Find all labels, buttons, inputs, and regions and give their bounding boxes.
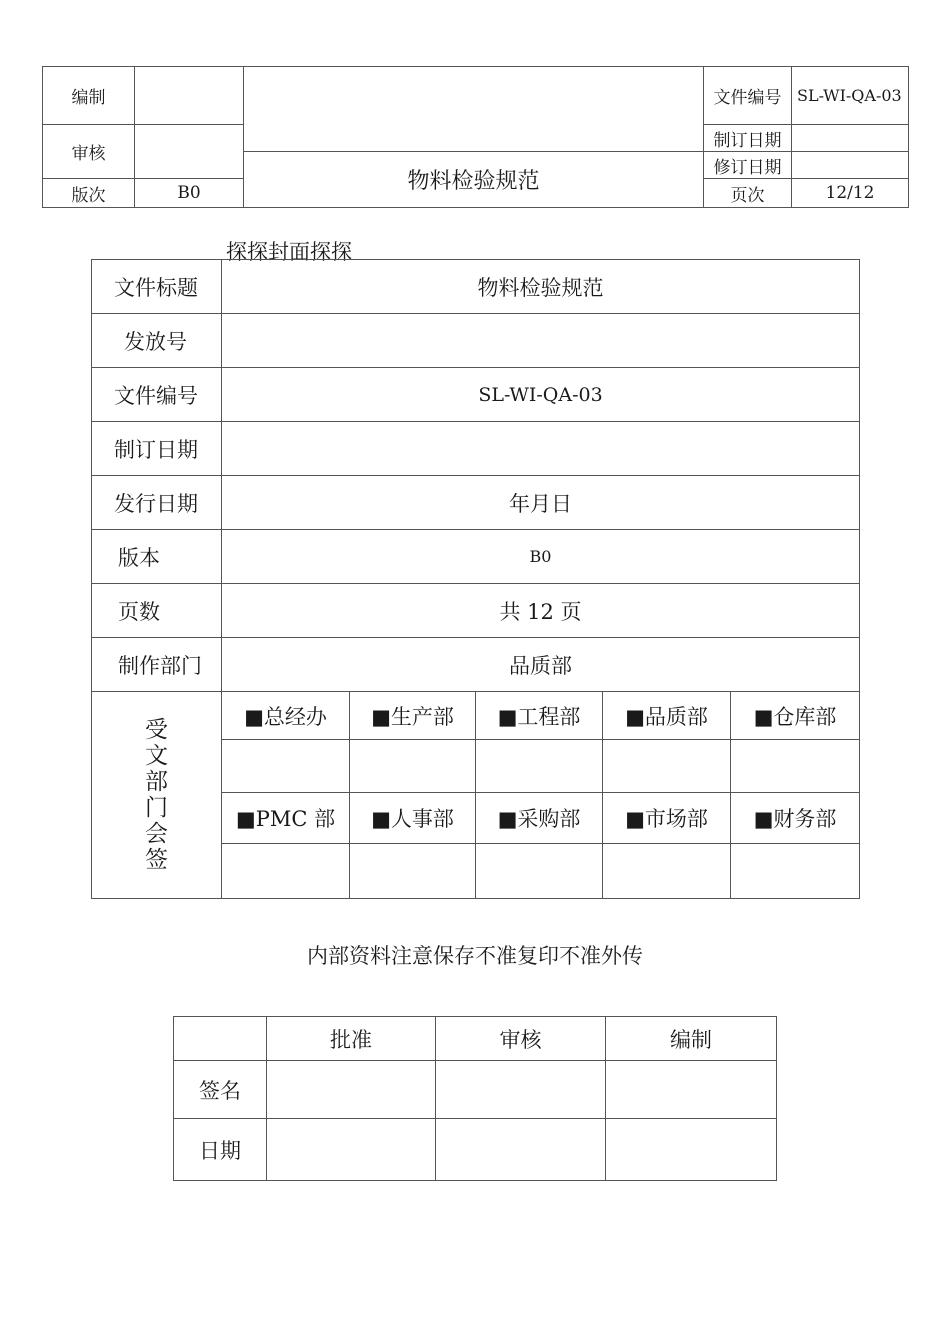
row-label-issue-date: 制订日期 <box>92 422 222 476</box>
review-value <box>135 125 244 179</box>
sign-cell <box>476 844 603 899</box>
dept-production: ■生产部 <box>350 692 476 740</box>
approval-cell <box>436 1061 606 1119</box>
dept-pmc: ■PMC 部 <box>222 793 350 844</box>
sign-cell <box>731 844 860 899</box>
issue-date-label: 制订日期 <box>704 125 792 152</box>
doc-no-label: 文件编号 <box>704 67 792 125</box>
sign-cell <box>222 740 350 793</box>
dept-finance: ■财务部 <box>731 793 860 844</box>
doc-title: 物料检验规范 <box>244 152 704 208</box>
sign-cell <box>476 740 603 793</box>
row-value-title: 物料检验规范 <box>222 260 860 314</box>
dept-quality: ■品质部 <box>603 692 731 740</box>
row-value-dept: 品质部 <box>222 638 860 692</box>
row-value-issue-date <box>222 422 860 476</box>
row-label-dept: 制作部门 <box>92 638 222 692</box>
sign-cell <box>350 844 476 899</box>
approval-row-date: 日期 <box>174 1119 267 1181</box>
row-value-issue-no <box>222 314 860 368</box>
approval-corner <box>174 1017 267 1061</box>
approval-cell <box>606 1061 777 1119</box>
sign-cell <box>603 844 731 899</box>
page-value: 12/12 <box>792 179 909 208</box>
revise-date-value <box>792 152 909 179</box>
approval-table <box>173 1016 777 1181</box>
approval-col-review: 审核 <box>436 1017 606 1061</box>
approval-row-signature: 签名 <box>174 1061 267 1119</box>
row-label-release-date: 发行日期 <box>92 476 222 530</box>
approval-cell <box>436 1119 606 1181</box>
version-label: 版次 <box>43 179 135 208</box>
approval-col-approve: 批准 <box>267 1017 436 1061</box>
approval-cell <box>267 1061 436 1119</box>
row-label-doc-no: 文件编号 <box>92 368 222 422</box>
sign-cell <box>222 844 350 899</box>
row-label-version: 版本 <box>92 530 222 584</box>
row-label-title: 文件标题 <box>92 260 222 314</box>
cover-table <box>91 259 860 899</box>
review-label: 审核 <box>43 125 135 179</box>
cover-caption: 探探封面探探 <box>226 240 352 264</box>
row-label-pages: 页数 <box>92 584 222 638</box>
row-value-doc-no: SL-WI-QA-03 <box>222 368 860 422</box>
document-header <box>42 66 909 208</box>
confidential-notice: 内部资料注意保存不准复印不准外传 <box>307 944 643 968</box>
prepared-label: 编制 <box>43 67 135 125</box>
countersign-label-cell <box>92 692 222 899</box>
countersign-label: 受文部门会签 <box>145 717 168 873</box>
row-label-issue-no: 发放号 <box>92 314 222 368</box>
sign-cell <box>350 740 476 793</box>
dept-marketing: ■市场部 <box>603 793 731 844</box>
header-blank-top <box>244 67 704 152</box>
approval-col-prepare: 编制 <box>606 1017 777 1061</box>
approval-cell <box>267 1119 436 1181</box>
doc-no-value: SL-WI-QA-03 <box>792 67 909 125</box>
version-value: B0 <box>135 179 244 208</box>
approval-cell <box>606 1119 777 1181</box>
row-value-version: B0 <box>222 530 860 584</box>
sign-cell <box>731 740 860 793</box>
page-label: 页次 <box>704 179 792 208</box>
issue-date-value <box>792 125 909 152</box>
prepared-value <box>135 67 244 125</box>
row-value-pages: 共 12 页 <box>222 584 860 638</box>
row-value-release-date: 年月日 <box>222 476 860 530</box>
dept-hr: ■人事部 <box>350 793 476 844</box>
sign-cell <box>603 740 731 793</box>
dept-purchasing: ■采购部 <box>476 793 603 844</box>
dept-general-office: ■总经办 <box>222 692 350 740</box>
dept-warehouse: ■仓库部 <box>731 692 860 740</box>
revise-date-label: 修订日期 <box>704 152 792 179</box>
dept-engineering: ■工程部 <box>476 692 603 740</box>
